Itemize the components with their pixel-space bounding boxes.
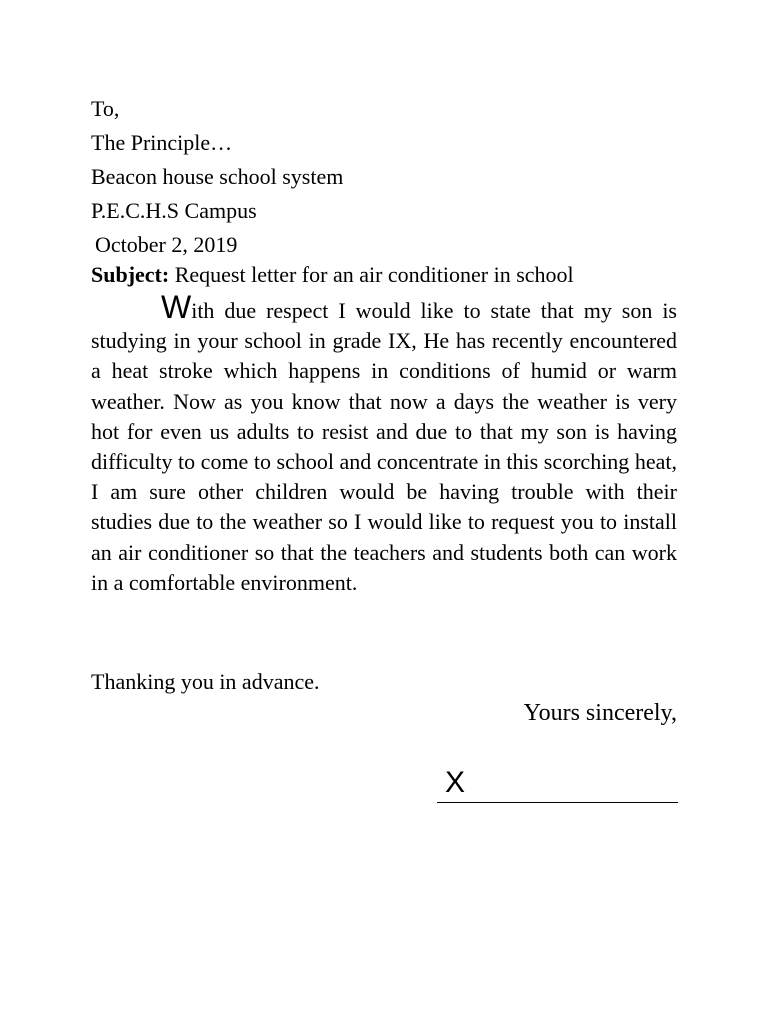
closing-line: Yours sincerely,	[523, 700, 677, 726]
body-paragraph: ith due respect I would like to state that my son is studying in your school in grade IX, He has recently encountered a heat stroke which happens in conditions of humid or warm weather. Now as you know that now a days the weather is very hot for even us adults to resist and due to that my son is having difficulty to come to school and concentrate in this scorching heat, I am sure other children would be having trouble with their studies due to the weather so I would like to request you to install an air conditioner so that the teachers and students both can work in a comfortable environment.	[91, 298, 677, 595]
recipient-campus: P.E.C.H.S Campus	[91, 198, 257, 223]
letter-date: October 2, 2019	[95, 232, 238, 257]
recipient-title: The Principle…	[91, 130, 233, 155]
recipient-address-block	[91, 92, 691, 262]
subject-text: Request letter for an air conditioner in school	[169, 262, 574, 287]
subject-label: Subject:	[91, 262, 170, 287]
salutation-to: To,	[91, 96, 120, 121]
signature-mark: X	[445, 766, 466, 799]
body-dropcap: W	[161, 289, 192, 325]
signature-line	[437, 764, 678, 803]
thanks-line: Thanking you in advance.	[91, 669, 320, 694]
recipient-school: Beacon house school system	[91, 164, 344, 189]
letter-body	[91, 289, 677, 598]
subject-line	[91, 259, 691, 291]
